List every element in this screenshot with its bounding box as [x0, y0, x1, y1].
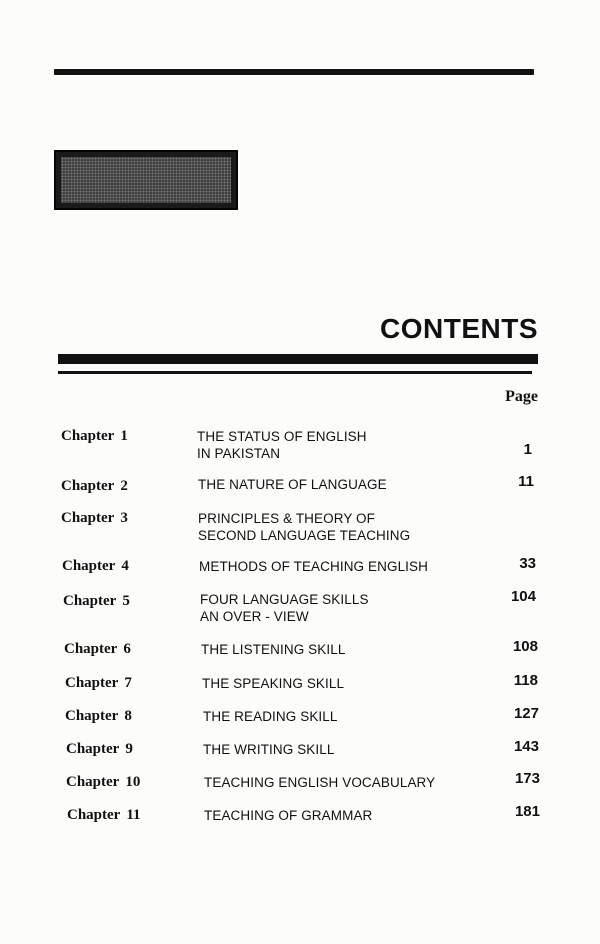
chapter-word: Chapter	[65, 708, 119, 724]
dark-block-texture	[61, 157, 231, 203]
chapter-word: Chapter	[61, 510, 115, 526]
chapter-label	[62, 558, 129, 575]
page-number: 11	[518, 473, 534, 490]
chapter-title: PRINCIPLES & THEORY OF SECOND LANGUAGE TEACHING	[198, 511, 411, 543]
chapter-word: Chapter	[63, 593, 117, 609]
chapter-word: Chapter	[61, 478, 115, 494]
chapter-label	[65, 675, 132, 692]
chapter-label	[61, 510, 128, 527]
chapter-word: Chapter	[66, 741, 120, 757]
chapter-number: 8	[124, 708, 132, 724]
chapter-number: 11	[126, 807, 141, 823]
chapter-title: FOUR LANGUAGE SKILLS AN OVER - VIEW	[200, 592, 369, 624]
page-number: 143	[513, 738, 539, 755]
chapter-number: 1	[120, 428, 128, 444]
chapter-title: THE READING SKILL	[203, 709, 338, 724]
page-number: 127	[513, 705, 539, 722]
chapter-label	[66, 741, 133, 758]
page-number: 108	[512, 638, 538, 655]
chapter-word: Chapter	[67, 807, 121, 823]
page-column-header: Page	[505, 388, 538, 405]
chapter-title: THE NATURE OF LANGUAGE	[198, 477, 387, 492]
chapter-title: THE WRITING SKILL	[203, 742, 335, 757]
chapter-number: 9	[125, 741, 133, 757]
chapter-number: 4	[121, 558, 129, 574]
chapter-word: Chapter	[65, 675, 119, 691]
page-number: 181	[514, 803, 540, 820]
page-number: 1	[523, 441, 532, 458]
chapter-word: Chapter	[62, 558, 116, 574]
chapter-number: 10	[125, 774, 141, 790]
toc-entry-11	[0, 803, 600, 847]
page-number: 104	[510, 588, 536, 605]
chapter-title: THE STATUS OF ENGLISH IN PAKISTAN	[197, 429, 367, 461]
chapter-label	[61, 478, 128, 495]
dark-block-image	[54, 150, 238, 210]
chapter-number: 2	[120, 478, 128, 494]
chapter-title: TEACHING ENGLISH VOCABULARY	[204, 775, 436, 790]
chapter-number: 6	[123, 641, 131, 657]
chapter-label	[63, 593, 130, 610]
page-number: 33	[519, 555, 536, 572]
chapter-title: METHODS OF TEACHING ENGLISH	[199, 559, 428, 574]
page-number: 118	[513, 672, 538, 689]
chapter-word: Chapter	[61, 428, 115, 444]
chapter-number: 3	[120, 510, 128, 526]
contents-heading: CONTENTS	[380, 313, 538, 344]
chapter-word: Chapter	[66, 774, 120, 790]
chapter-title: THE SPEAKING SKILL	[202, 676, 345, 691]
chapter-label	[66, 774, 140, 791]
toc-entry-1	[0, 428, 600, 468]
chapter-title: THE LISTENING SKILL	[201, 642, 346, 657]
toc-entry-5	[0, 588, 600, 631]
page-number: 173	[514, 770, 540, 787]
chapter-number: 7	[124, 675, 132, 691]
chapter-label	[64, 641, 131, 658]
chapter-word: Chapter	[64, 641, 118, 657]
top-rule	[54, 69, 534, 75]
heading-thick-rule	[58, 354, 538, 364]
chapter-title: TEACHING OF GRAMMAR	[204, 808, 373, 823]
chapter-label	[61, 428, 128, 445]
chapter-number: 5	[122, 593, 130, 609]
toc-entry-3	[0, 510, 600, 550]
chapter-label	[65, 708, 132, 725]
heading-thin-rule	[58, 371, 532, 374]
chapter-label	[67, 807, 141, 824]
